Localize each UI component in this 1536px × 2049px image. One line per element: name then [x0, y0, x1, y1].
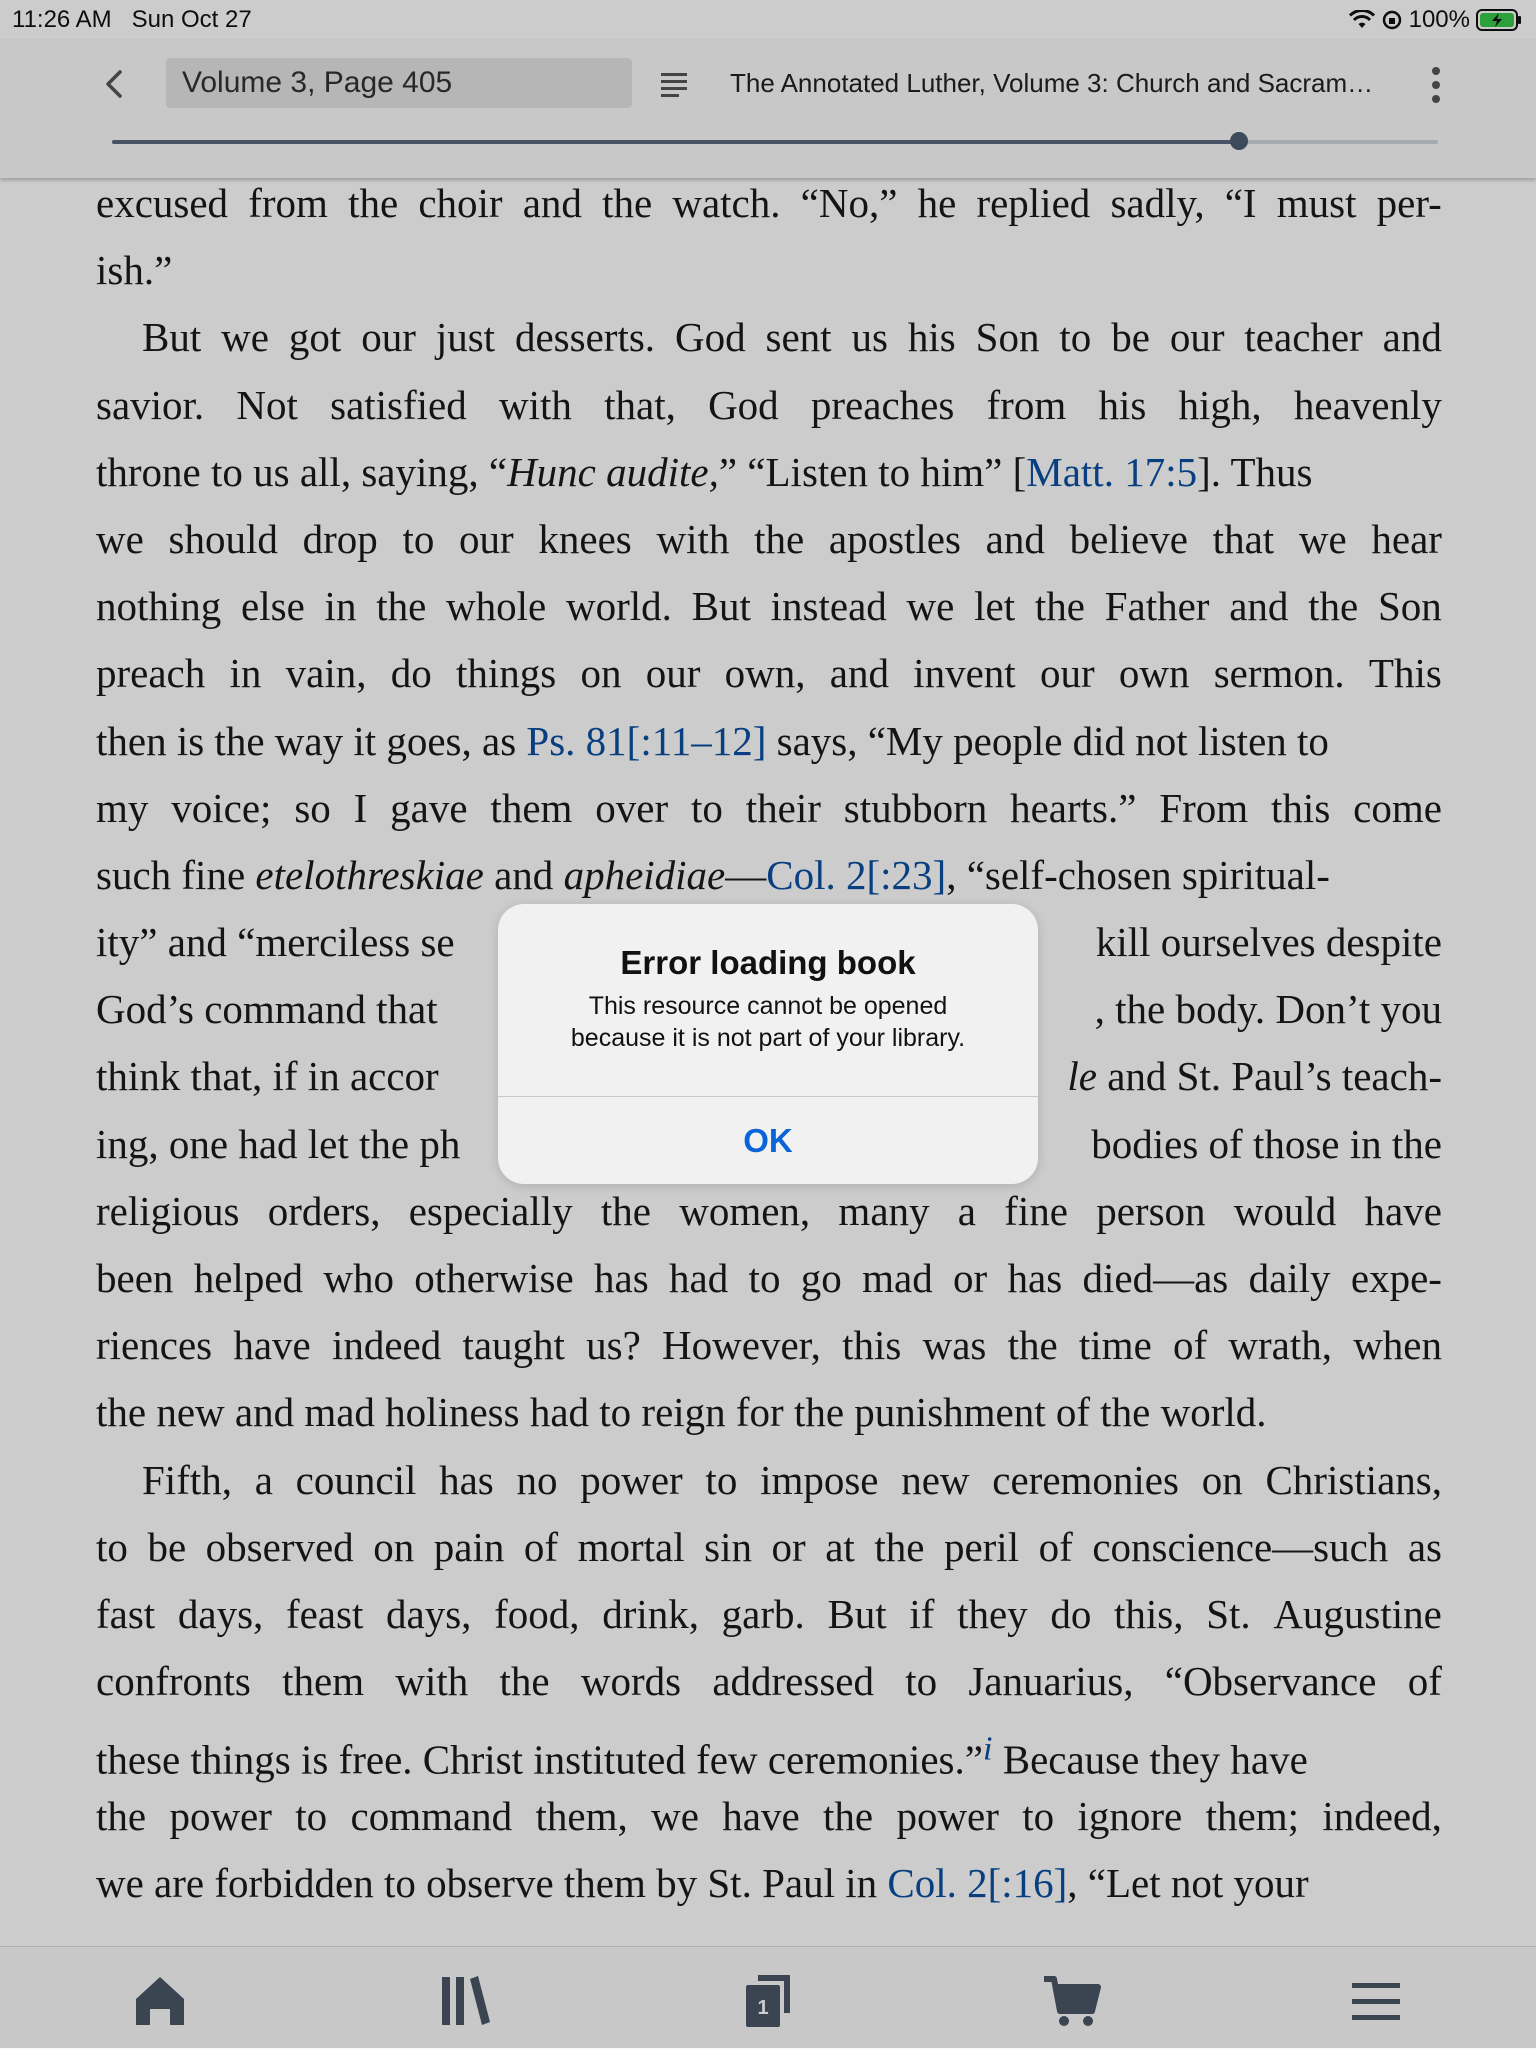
word: whole [446, 583, 547, 630]
word: power [580, 1456, 683, 1503]
word: teacher [1244, 314, 1363, 361]
word: garb. [721, 1590, 805, 1637]
word: no [516, 1456, 558, 1503]
word: to [1059, 314, 1092, 361]
word: own [1118, 650, 1190, 697]
word: apostles [828, 515, 961, 562]
word: This [1368, 650, 1442, 697]
word: Son [1377, 583, 1442, 630]
ok-button[interactable]: OK [743, 1122, 793, 1159]
word: invent [913, 650, 1016, 697]
word: my [96, 784, 149, 831]
word: God [708, 381, 779, 428]
word: days, [177, 1590, 264, 1637]
text-line: think that, if in accor le and St. Paul’s teach- [96, 1053, 1442, 1100]
word: the [96, 1792, 147, 1839]
word: voice; [171, 784, 272, 831]
word: that [1212, 515, 1275, 562]
word: else [241, 583, 305, 630]
word: to [690, 784, 723, 831]
word: to [705, 1456, 738, 1503]
battery-percent: 100% [1408, 6, 1470, 33]
word: this [1271, 784, 1331, 831]
word: with [395, 1658, 469, 1705]
word: them; [1205, 1792, 1299, 1839]
word: be [1111, 314, 1150, 361]
word: have [722, 1792, 800, 1839]
text-line: ish.” [96, 247, 173, 294]
text-line: such fine etelothreskiae and apheidiae—Col. 2[:23], “self-chosen spiritual- [96, 851, 1330, 898]
word: would [1233, 1187, 1337, 1234]
word: or [771, 1523, 806, 1570]
word: “No,” [800, 180, 898, 226]
word: on [373, 1523, 415, 1570]
word: the [1007, 1322, 1058, 1369]
word: on [580, 650, 622, 697]
word: orders, [267, 1187, 381, 1234]
word: pain [433, 1523, 505, 1570]
word: to [402, 515, 435, 562]
word: satisfied [330, 381, 467, 428]
word: But [142, 314, 202, 361]
word: we [651, 1792, 699, 1839]
word: the [602, 180, 653, 226]
word: drop [302, 515, 378, 562]
word: of [523, 1523, 559, 1570]
word: them, [535, 1792, 628, 1839]
word: has [594, 1255, 649, 1301]
word: command [350, 1792, 513, 1839]
word: indeed [331, 1322, 442, 1369]
word: hearts.” [1010, 784, 1137, 831]
word: preach [96, 650, 206, 697]
word: to [1022, 1792, 1055, 1839]
word: with [498, 381, 572, 428]
word: died—as [1082, 1255, 1229, 1301]
word: their [745, 784, 821, 831]
word: Not [236, 381, 298, 428]
word: mortal [577, 1523, 685, 1570]
text-line: these things is free. Christ instituted few ceremonies.”$^i$ Because they have [96, 1730, 1308, 1783]
word: our [361, 314, 416, 361]
word: However, [662, 1322, 821, 1369]
word: nothing [96, 583, 222, 630]
word: power [896, 1792, 999, 1839]
word: knees [538, 515, 632, 562]
scripture-link[interactable]: Col. 2[:16] [887, 1859, 1068, 1906]
word: have [1364, 1187, 1442, 1234]
text-line: the new and mad holiness had to reign for the punishment of the world. [96, 1389, 1267, 1436]
word: do [390, 650, 432, 697]
word: and [1382, 314, 1442, 361]
word: the [376, 583, 427, 630]
word: do [1050, 1590, 1092, 1637]
word: he [917, 180, 957, 226]
text-line: ity” and “merciless se kill ourselves despite [96, 919, 1442, 966]
word: and [1229, 583, 1289, 630]
word: in [229, 650, 262, 697]
scripture-link[interactable]: Col. 2[:23] [766, 851, 947, 898]
word: go [800, 1255, 842, 1301]
word: at [825, 1523, 855, 1570]
word: our [1169, 314, 1225, 361]
word: feast [285, 1590, 364, 1637]
word: us? [586, 1322, 641, 1369]
error-alert [498, 904, 1038, 1184]
word: if [909, 1590, 935, 1637]
word: has [439, 1456, 494, 1503]
word: has [1007, 1255, 1063, 1301]
word: drink, [602, 1590, 699, 1637]
scripture-link[interactable]: Matt. 17:5 [1026, 448, 1198, 495]
word: a [957, 1187, 976, 1234]
word: hear [1371, 515, 1442, 562]
word: we [96, 515, 144, 562]
word: world. [566, 583, 672, 630]
word: indeed, [1322, 1792, 1442, 1839]
word: be [147, 1523, 187, 1570]
word: things [456, 650, 557, 697]
word: on [1201, 1456, 1243, 1503]
word: or [953, 1255, 988, 1301]
word: our [459, 515, 514, 562]
text-line: throne to us all, saying, “Hunc audite,” “Listen to him” [Matt. 17:5]. Thus [96, 448, 1313, 495]
word: his [1098, 381, 1147, 428]
word: fast [96, 1590, 156, 1637]
word: and [522, 180, 582, 226]
word: have [233, 1322, 311, 1369]
word: his [907, 314, 956, 361]
word: impose [760, 1456, 879, 1503]
word: they [957, 1590, 1028, 1637]
word: vain, [285, 650, 367, 697]
word: Fifth, [142, 1456, 232, 1503]
word: and [829, 650, 889, 697]
word: power [169, 1792, 272, 1839]
word: otherwise [414, 1255, 574, 1301]
word: us [851, 314, 888, 361]
word: From [1159, 784, 1249, 831]
word: especially [408, 1187, 573, 1234]
word: peril [943, 1523, 1020, 1570]
word: own, [724, 650, 806, 697]
word: council [295, 1456, 417, 1503]
word: as [1407, 1523, 1442, 1570]
word: the [348, 180, 399, 226]
word: this, [1114, 1590, 1184, 1637]
word: the [1034, 583, 1085, 630]
word: observed [205, 1523, 354, 1570]
word: to [748, 1255, 781, 1301]
word: got [288, 314, 342, 361]
word: fine [1004, 1187, 1068, 1234]
word: who [323, 1255, 394, 1301]
word: gave [390, 784, 468, 831]
word: our [645, 650, 701, 697]
text-line: God’s command that , the body. Don’t you [96, 986, 1442, 1033]
word: riences [96, 1322, 213, 1369]
word: confronts [96, 1658, 251, 1705]
word: the [1308, 583, 1359, 630]
word: words [580, 1658, 682, 1705]
word: religious [96, 1187, 240, 1234]
word: addressed [712, 1658, 874, 1705]
word: we [906, 583, 955, 630]
word: But [827, 1590, 887, 1637]
word: should [168, 515, 278, 562]
word: many [838, 1187, 930, 1234]
word: But [691, 583, 751, 630]
word: the [754, 515, 805, 562]
word: desserts. [514, 314, 656, 361]
word: preaches [810, 381, 955, 428]
text-line: we are forbidden to observe them by St. Paul in Col. 2[:16], “Let not your [96, 1859, 1309, 1906]
word: to [295, 1792, 328, 1839]
word: helped [193, 1255, 304, 1301]
endnote-marker[interactable]: i [982, 1730, 993, 1768]
word: the [874, 1523, 925, 1570]
word: had [669, 1255, 729, 1301]
word: a [254, 1456, 273, 1503]
word: we [1298, 515, 1347, 562]
word: savior. [96, 381, 205, 428]
word: our [1039, 650, 1095, 697]
word: days, [386, 1590, 472, 1637]
text-line: then is the way it goes, as Ps. 81[:11–12] says, “My people did not listen to [96, 717, 1329, 764]
word: we [221, 314, 269, 361]
status-time: 11:26 AM Sun Oct 27 [12, 6, 252, 33]
word: of [1172, 1322, 1208, 1369]
word: with [656, 515, 730, 562]
word: and [985, 515, 1045, 562]
word: been [96, 1255, 174, 1301]
word: from [248, 180, 328, 226]
word: in [324, 583, 357, 630]
word: women, [679, 1187, 811, 1234]
word: time [1078, 1322, 1152, 1369]
word: new [901, 1456, 970, 1503]
word: come [1353, 784, 1442, 831]
word: that, [604, 381, 676, 428]
word: replied [976, 180, 1091, 226]
word: ignore [1077, 1792, 1183, 1839]
word: to [905, 1658, 938, 1705]
word: from [986, 381, 1067, 428]
word: excused [96, 180, 229, 226]
word: so [294, 784, 331, 831]
word: God [674, 314, 746, 361]
word: sermon. [1213, 650, 1345, 697]
word: per- [1376, 180, 1442, 226]
word: instead [770, 583, 887, 630]
book-title[interactable]: The Annotated Luther, Volume 3: Church and Sacram… [730, 68, 1374, 98]
word: person [1096, 1187, 1206, 1234]
word: wrath, [1228, 1322, 1332, 1369]
tabs-count: 1 [757, 1997, 769, 2019]
word: taught [462, 1322, 565, 1369]
word: sin [704, 1523, 752, 1570]
word: them [282, 1658, 365, 1705]
word: I [353, 784, 368, 831]
word: sent [765, 314, 832, 361]
word: high, [1178, 381, 1262, 428]
word: Father [1104, 583, 1210, 630]
word: Januarius, [968, 1658, 1134, 1705]
word: “Observance [1164, 1658, 1377, 1705]
scripture-link[interactable]: Ps. 81[:11–12] [526, 717, 767, 764]
word: of [1038, 1523, 1073, 1570]
word: Augustine [1273, 1590, 1442, 1637]
word: them [490, 784, 573, 831]
alert-title: Error loading book [620, 944, 916, 981]
word: when [1353, 1322, 1442, 1369]
word: mad [862, 1255, 933, 1301]
word: believe [1069, 515, 1188, 562]
word: “I [1224, 180, 1257, 226]
word: St. [1206, 1590, 1251, 1637]
word: Son [975, 314, 1040, 361]
word: conscience—such [1092, 1523, 1389, 1570]
text-line: ing, one had let the ph bodies of those in the [96, 1120, 1442, 1167]
word: food, [494, 1590, 580, 1637]
word: just [435, 314, 496, 361]
word: sadly, [1110, 180, 1205, 226]
word: this [842, 1322, 902, 1369]
word: the [823, 1792, 874, 1839]
location-field[interactable]: Volume 3, Page 405 [166, 58, 632, 108]
word: daily [1248, 1255, 1331, 1301]
word: was [922, 1322, 987, 1369]
alert-message: This resource cannot be opened because it is not part of your library. [570, 992, 966, 1052]
word: ceremonies [992, 1456, 1179, 1503]
word: of [1407, 1658, 1442, 1705]
word: choir [418, 180, 503, 226]
word: let [974, 583, 1016, 630]
word: the [499, 1658, 550, 1705]
word: stubborn [843, 784, 988, 831]
word: to [96, 1523, 128, 1570]
word: must [1276, 180, 1357, 226]
word: the [600, 1187, 651, 1234]
word: over [595, 784, 669, 831]
word: expe- [1350, 1255, 1442, 1301]
word: heavenly [1293, 381, 1442, 428]
word: watch. [672, 180, 781, 226]
word: Christians, [1265, 1456, 1442, 1503]
